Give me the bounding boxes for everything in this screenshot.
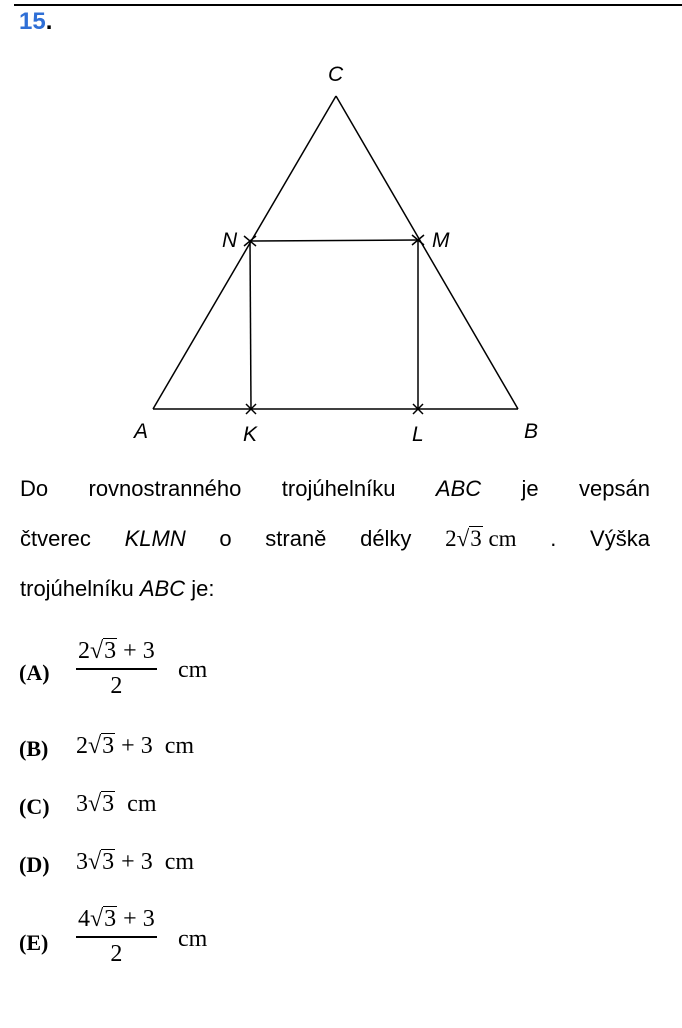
option-b-expression: 2√3 + 3 cm bbox=[76, 733, 195, 759]
vertex-label-c: C bbox=[328, 63, 344, 86]
vertex-label-n: N bbox=[222, 229, 238, 252]
option-d-expression: 3√3 + 3 cm bbox=[76, 849, 195, 875]
problem-line-1: Do rovnostranného trojúhelníku ABC je vepsán bbox=[20, 476, 650, 501]
side-bc bbox=[336, 96, 518, 409]
triangle-figure bbox=[0, 40, 682, 460]
square-side-nk bbox=[250, 241, 251, 409]
square-side-nm bbox=[250, 240, 418, 241]
option-e-fraction: 4√3 + 3 2 bbox=[78, 906, 155, 967]
problem-line-2: čtverec KLMN o straně délky 2√3 cm . Výška bbox=[20, 517, 650, 561]
option-e-label: (E) bbox=[19, 930, 49, 955]
option-c-expression: 3√3 cm bbox=[76, 791, 157, 817]
vertex-label-b: B bbox=[524, 420, 539, 443]
top-rule bbox=[14, 4, 682, 6]
option-a-unit: cm bbox=[178, 657, 208, 683]
side-ac bbox=[153, 96, 336, 409]
side-length-expression: 2√3 cm bbox=[445, 526, 517, 551]
question-number: 15. bbox=[19, 8, 53, 35]
option-e-unit: cm bbox=[178, 926, 208, 952]
option-a-label: (A) bbox=[19, 660, 50, 685]
vertex-label-k: K bbox=[243, 423, 258, 446]
option-c-label: (C) bbox=[19, 794, 50, 819]
option-d-label: (D) bbox=[19, 852, 50, 877]
option-b-label: (B) bbox=[19, 736, 49, 761]
vertex-label-a: A bbox=[134, 420, 149, 443]
vertex-label-m: M bbox=[432, 229, 450, 252]
problem-line-3: trojúhelníku ABC je: bbox=[20, 576, 215, 601]
option-a-fraction: 2√3 + 3 2 bbox=[78, 638, 155, 699]
vertex-label-l: L bbox=[412, 423, 424, 446]
